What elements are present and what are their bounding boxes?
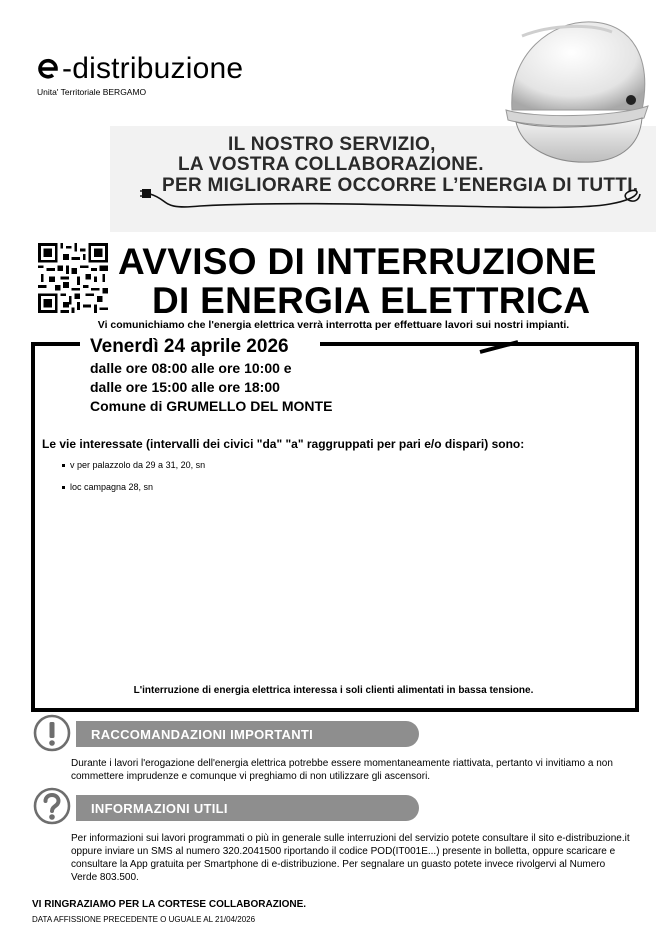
street-text: loc campagna 28, sn — [70, 482, 154, 492]
e-logo-icon — [36, 54, 60, 78]
unit-label: Unita' Territoriale BERGAMO — [37, 87, 147, 97]
recommendations-title: RACCOMANDAZIONI IMPORTANTI — [91, 727, 314, 742]
slogan-line-2: LA VOSTRA COLLABORAZIONE. — [178, 154, 484, 175]
interruption-date: Venerdì 24 aprile 2026 — [90, 336, 289, 357]
street-text: v per palazzolo da 29 a 31, 20, sn — [70, 460, 206, 470]
exclamation-icon — [33, 714, 71, 752]
info-header — [76, 795, 419, 821]
company-logo — [36, 52, 243, 86]
helmet-icon — [492, 14, 662, 174]
bullet-icon — [62, 486, 65, 489]
recommendations-text: Durante i lavori l'erogazione dell'energia elettrica potrebbe essere momentaneamente riattivata, pertanto vi invitiamo a non commettere imprudenze e comunque vi preghiamo di non utilizzare gli ascensori. — [71, 758, 613, 782]
low-voltage-note: L'interruzione di energia elettrica interessa i soli clienti alimentati in bassa tensione. — [133, 685, 534, 696]
comune-label: Comune di GRUMELLO DEL MONTE — [90, 398, 333, 414]
bullet-icon — [62, 464, 65, 467]
pen-stroke-icon — [478, 338, 522, 356]
recommendations-header — [76, 721, 419, 747]
info-text: Per informazioni sui lavori programmati o più in generale sulle interruzioni del servizio potete consultare il sito e-distribuzione.it oppure inviare un SMS al numero 320.2041500 riportando il codice POD(IT001E...) presente in bolletta, oppure scaricare e consultare la App gratuita per Smartphone di e-distribuzione. Per segnalare un guasto potete invece rivolgervi al Numero Verde 803.500. — [71, 833, 630, 883]
plug-cable-icon — [140, 180, 650, 220]
qr-code-icon — [38, 243, 108, 313]
streets-title: Le vie interessate (intervalli dei civici "da" "a" raggruppati per pari e/o dispari) sono: — [42, 437, 525, 451]
time-slot-2: dalle ore 15:00 alle ore 18:00 — [90, 379, 280, 395]
slogan-line-1: IL NOSTRO SERVIZIO, — [228, 134, 436, 155]
question-icon — [33, 787, 71, 825]
posting-date: DATA AFFISSIONE PRECEDENTE O UGUALE AL 21/04/2026 — [32, 915, 256, 924]
headline-line-1: AVVISO DI INTERRUZIONE — [118, 241, 597, 282]
intro-text: Vi comunichiamo che l'energia elettrica verrà interrotta per effettuare lavori sui nostri impianti. — [97, 319, 570, 331]
logo-text: -distribuzione — [62, 52, 244, 85]
slogan-line-3: PER MIGLIORARE OCCORRE L’ENERGIA DI TUTTI. — [162, 175, 639, 196]
time-slot-1: dalle ore 08:00 alle ore 10:00 e — [90, 360, 292, 376]
info-title: INFORMAZIONI UTILI — [91, 801, 228, 816]
headline-line-2: DI ENERGIA ELETTRICA — [152, 280, 591, 321]
list-item — [62, 460, 205, 470]
thanks-text: VI RINGRAZIAMO PER LA CORTESE COLLABORAZIONE. — [32, 899, 307, 910]
list-item — [62, 482, 153, 492]
